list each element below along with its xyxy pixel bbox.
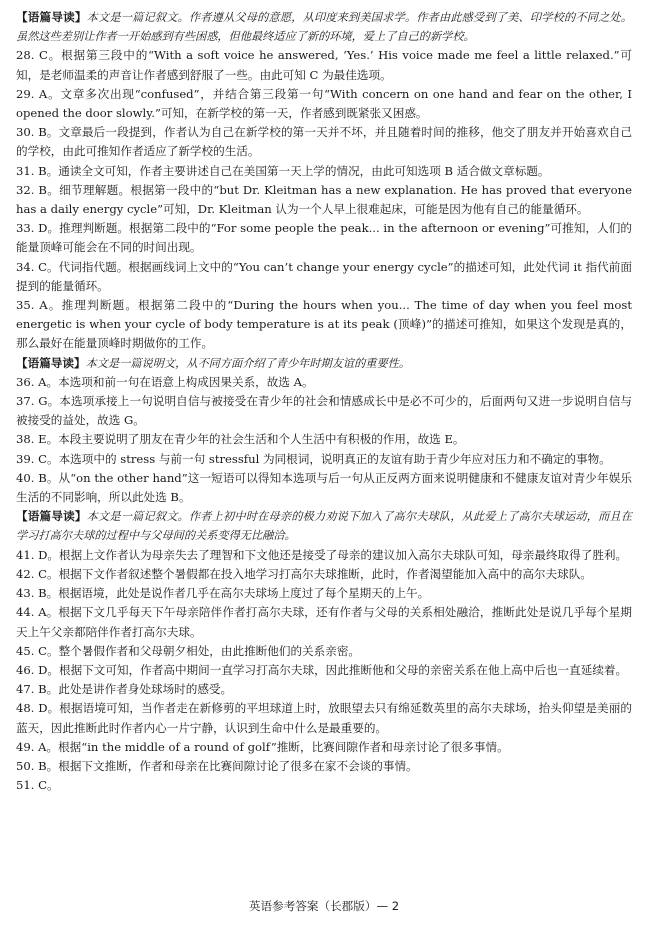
answer-item: 37. G。本选项承接上一句说明自信与被接受在青少年的社会和情感成长中是必不可少的，后面两句又进一步说明自信与被接受的益处，故选 G。 <box>16 394 632 428</box>
guide-text: 本文是一篇记叙文。作者遵从父母的意愿，从印度来到美国求学。作者由此感受到了美、印学校的不同之处。虽然这些差别让作者一开始感到有些困惑，但他最终适应了新的环境，爱上了自己的新学校。 <box>16 11 632 44</box>
answer-item: 50. B。根据下文推断，作者和母亲在比赛间隙讨论了很多在家不会谈的事情。 <box>16 758 418 773</box>
guide-paragraph <box>16 507 632 545</box>
answer-item: 44. A。根据下文几乎每天下午母亲陪伴作者打高尔夫球，还有作者与父母的关系相处融洽，推断此处是说几乎每个星期天上午父亲都陪伴作者打高尔夫球。 <box>16 605 632 639</box>
answer-item: 39. C。本选项中的 stress 与前一句 stressful 为同根词，说明真正的友谊有助于青少年应对压力和不确定的事物。 <box>16 451 611 466</box>
answer-item: 45. C。整个暑假作者和父母朝夕相处，由此推断他们的关系亲密。 <box>16 643 361 658</box>
answer-item: 36. A。本选项和前一句在语意上构成因果关系，故选 A。 <box>16 374 314 389</box>
answer-item: 34. C。代词指代题。根据画线词上文中的“You can’t change your energy cycle”的描述可知，此处代词 it 指代前面提到的能量循环。 <box>16 259 632 293</box>
guide-text: 本文是一篇记叙文。作者上初中时在母亲的极力劝说下加入了高尔夫球队，从此爱上了高尔夫球运动，而且在学习打高尔夫球的过程中与父母间的关系变得无比融洽。 <box>16 510 632 543</box>
answer-item: 32. B。细节理解题。根据第一段中的“but Dr. Kleitman has a new explanation. He has proved that everyone has a daily energy cycle”可知，Dr. Kleitman 认为一个人早上很难起床，可能是因为他有自己的能量循环。 <box>16 182 632 217</box>
answer-item: 41. D。根据上文作者认为母亲失去了理智和下文他还是接受了母亲的建议加入高尔夫球队可知，母亲最终取得了胜利。 <box>16 547 628 562</box>
guide-label: 【语篇导读】 <box>16 355 86 370</box>
answer-item: 43. B。根据语境，此处是说作者几乎在高尔夫球场上度过了每个星期天的上午。 <box>16 586 430 601</box>
answer-item: 28. C。根据第三段中的“With a soft voice he answered, ‘Yes.’ His voice made me feel a little relaxed.”可知，是老师温柔的声音让作者感到舒服了一些。由此可知 C 为最佳选项。 <box>16 48 632 82</box>
answer-item: 38. E。本段主要说明了朋友在青少年的社会生活和个人生活中有积极的作用，故选 E。 <box>16 432 465 447</box>
guide-paragraph <box>16 354 632 373</box>
answer-item: 51. C。 <box>16 778 59 793</box>
answer-item: 31. B。通读全文可知，作者主要讲述自己在美国第一天上学的情况，由此可知选项 B 适合做文章标题。 <box>16 163 550 178</box>
answer-item: 40. B。从“on the other hand”这一短语可以得知本选项与后一句从正反两方面来说明健康和不健康友谊对青少年娱乐生活的不同影响，所以此处选 B。 <box>16 470 632 505</box>
answer-item: 42. C。根据下文作者叙述整个暑假都在投入地学习打高尔夫球推断，此时，作者渴望能加入高中的高尔夫球队。 <box>16 566 592 581</box>
answer-key-page <box>16 8 632 795</box>
guide-label: 【语篇导读】 <box>16 10 87 24</box>
guide-label: 【语篇导读】 <box>16 509 87 524</box>
answer-item: 46. D。根据下文可知，作者高中期间一直学习打高尔夫球，因此推断他和父母的亲密关系在他上高中后也一直延续着。 <box>16 662 628 677</box>
answer-item: 49. A。根据“in the middle of a round of golf”推断，比赛间隙作者和母亲讨论了很多事情。 <box>16 739 509 754</box>
guide-paragraph <box>16 8 632 46</box>
answer-item: 35. A。推理判断题。根据第二段中的“During the hours when you... The time of day when you feel most energetic is when your cycle of body temperature is at its peak (顶峰)”的描述可推知，如果这个发现是真的，那么最好在能量顶峰时期做你的工作。 <box>16 298 632 351</box>
answer-item: 48. D。根据语境可知，当作者走在新修剪的平坦球道上时，放眼望去只有绵延数英里的高尔夫球场，抬头仰望是美丽的蓝天，因此推断此时作者内心一片宁静，认识到生命中什么是最重要的。 <box>16 701 632 735</box>
answer-item: 33. D。推理判断题。根据第二段中的“For some people the peak... in the afternoon or evening”可推知，人们的能量顶峰可能会在不同的时间出现。 <box>16 221 632 255</box>
answer-item: 29. A。文章多次出现“confused”，并结合第三段第一句“With concern on one hand and fear on the other, I opened the door slowly.”可知，在新学校的第一天，作者感到既紧张又困惑。 <box>16 86 632 121</box>
guide-text: 本文是一篇说明文，从不同方面介绍了青少年时期友谊的重要性。 <box>85 356 411 370</box>
page-footer: 英语参考答案（长郡版）— 2 <box>248 899 400 913</box>
answer-item: 47. B。此处是讲作者身处球场时的感受。 <box>16 682 233 697</box>
answer-item: 30. B。文章最后一段提到，作者认为自己在新学校的第一天并不坏，并且随着时间的推移，他交了朋友并开始喜欢自己的学校，由此可推知作者适应了新学校的生活。 <box>16 125 632 159</box>
